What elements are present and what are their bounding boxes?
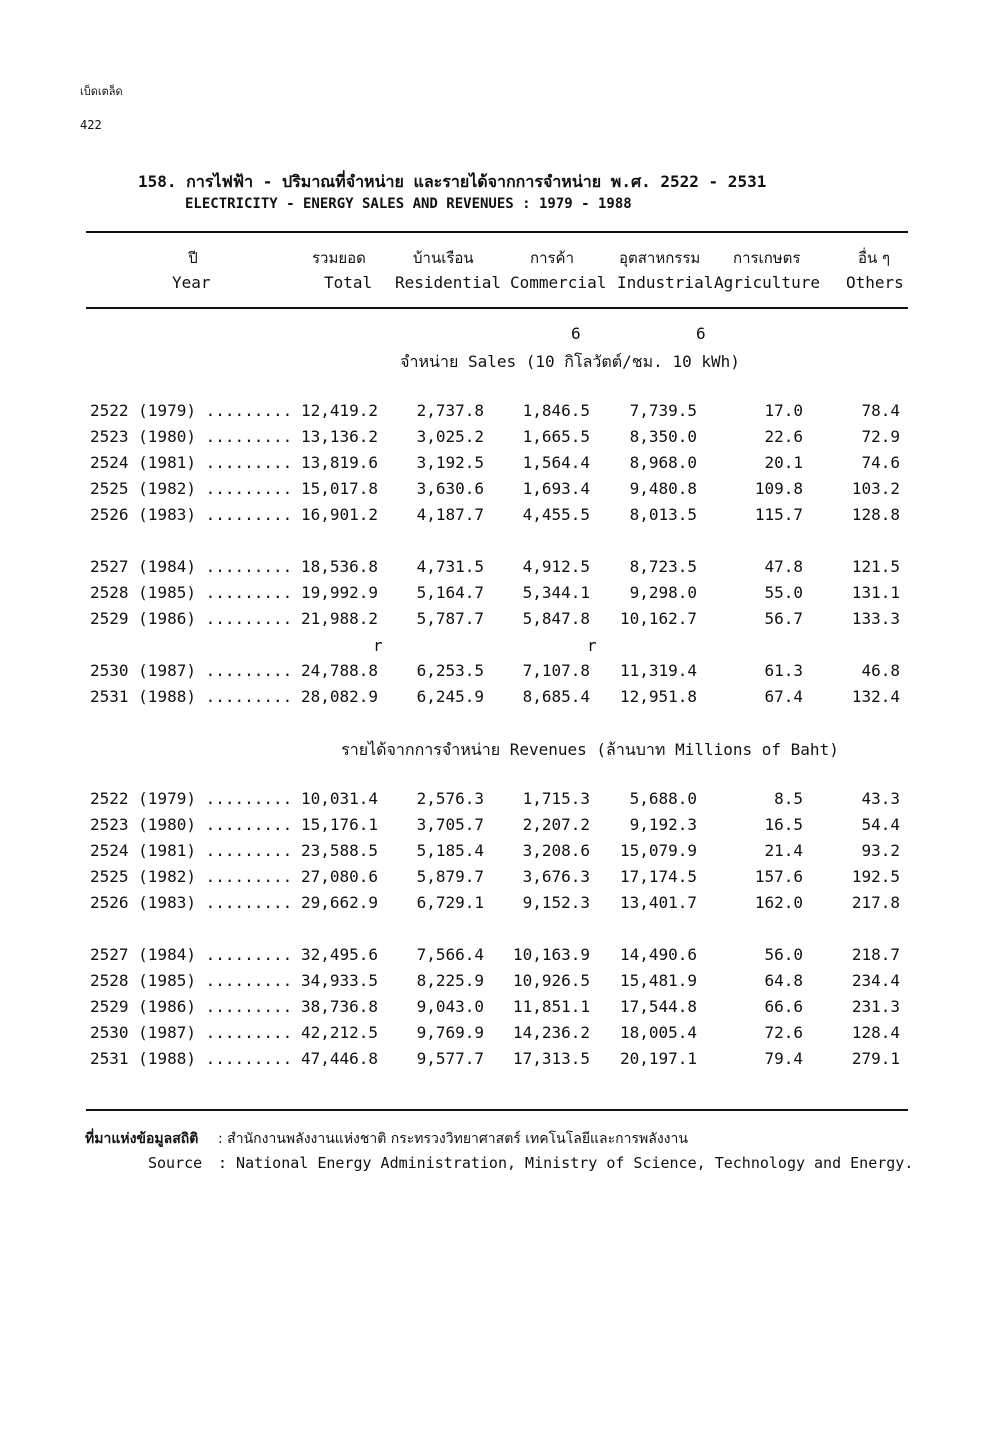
cell-others: 234.4: [851, 971, 900, 990]
cell-commercial: 9,152.3: [522, 893, 590, 912]
sales-revision-mark-total: r: [373, 636, 383, 655]
cell-industrial: 10,162.7: [619, 609, 697, 628]
col-residential-thai: บ้านเรือน: [413, 249, 474, 267]
cell-residential: 4,187.7: [416, 505, 484, 524]
cell-industrial: 18,005.4: [619, 1023, 697, 1042]
col-commercial-thai: การค้า: [530, 249, 575, 267]
cell-residential: 5,879.7: [416, 867, 484, 886]
col-total-thai: รวมยอด: [312, 249, 366, 267]
table-row: [0, 815, 990, 839]
cell-residential: 7,566.4: [416, 945, 484, 964]
col-year-english: Year: [172, 273, 211, 292]
cell-commercial: 1,715.3: [522, 789, 590, 808]
cell-year: 2522 (1979) .........: [90, 401, 293, 420]
cell-year: 2524 (1981) .........: [90, 453, 293, 472]
cell-total: 18,536.8: [300, 557, 378, 576]
cell-residential: 3,192.5: [416, 453, 484, 472]
table-title-thai: 158. การไฟฟ้า - ปริมาณที่จำหน่าย และรายได้จากการจำหน่าย พ.ศ. 2522 - 2531: [138, 172, 767, 191]
cell-year: 2523 (1980) .........: [90, 815, 293, 834]
col-others-thai: อื่น ๆ: [858, 249, 891, 267]
cell-residential: 5,164.7: [416, 583, 484, 602]
cell-others: 131.1: [851, 583, 900, 602]
table-row: [0, 479, 990, 503]
cell-total: 23,588.5: [300, 841, 378, 860]
cell-others: 128.8: [851, 505, 900, 524]
cell-agriculture: 67.4: [764, 687, 803, 706]
cell-total: 28,082.9: [300, 687, 378, 706]
cell-total: 13,819.6: [300, 453, 378, 472]
source-label-english: Source: [148, 1154, 203, 1172]
cell-year: 2526 (1983) .........: [90, 893, 293, 912]
cell-year: 2529 (1986) .........: [90, 609, 293, 628]
cell-others: 192.5: [851, 867, 900, 886]
cell-residential: 2,737.8: [416, 401, 484, 420]
table-row: [0, 997, 990, 1021]
cell-agriculture: 72.6: [764, 1023, 803, 1042]
source-label-thai: ที่มาแห่งข้อมูลสถิติ: [85, 1131, 199, 1147]
source-text-english: : National Energy Administration, Ministry of Science, Technology and Energy.: [218, 1154, 914, 1172]
table-row: [0, 841, 990, 865]
cell-others: 218.7: [851, 945, 900, 964]
cell-year: 2527 (1984) .........: [90, 557, 293, 576]
cell-commercial: 1,665.5: [522, 427, 590, 446]
cell-industrial: 12,951.8: [619, 687, 697, 706]
cell-agriculture: 55.0: [764, 583, 803, 602]
cell-total: 24,788.8: [300, 661, 378, 680]
cell-year: 2524 (1981) .........: [90, 841, 293, 860]
cell-residential: 3,630.6: [416, 479, 484, 498]
cell-residential: 2,576.3: [416, 789, 484, 808]
col-commercial-english: Commercial: [510, 273, 607, 292]
col-others-english: Others: [846, 273, 904, 292]
revenues-section-heading: รายได้จากการจำหน่าย Revenues (ล้านบาท Millions of Baht): [341, 740, 839, 759]
cell-others: 133.3: [851, 609, 900, 628]
cell-total: 19,992.9: [300, 583, 378, 602]
table-row: [0, 609, 990, 633]
cell-residential: 6,729.1: [416, 893, 484, 912]
cell-commercial: 1,693.4: [522, 479, 590, 498]
cell-agriculture: 66.6: [764, 997, 803, 1016]
cell-others: 231.3: [851, 997, 900, 1016]
cell-year: 2525 (1982) .........: [90, 867, 293, 886]
cell-agriculture: 115.7: [754, 505, 803, 524]
cell-commercial: 7,107.8: [522, 661, 590, 680]
col-residential-english: Residential: [395, 273, 501, 292]
cell-industrial: 7,739.5: [629, 401, 697, 420]
cell-others: 72.9: [861, 427, 900, 446]
cell-commercial: 4,455.5: [522, 505, 590, 524]
cell-total: 16,901.2: [300, 505, 378, 524]
cell-residential: 5,787.7: [416, 609, 484, 628]
sales-unit-superscript-2: 6: [696, 324, 706, 343]
cell-year: 2527 (1984) .........: [90, 945, 293, 964]
table-row: [0, 505, 990, 529]
table-row: [0, 401, 990, 425]
table-title-english: ELECTRICITY - ENERGY SALES AND REVENUES : 1979 - 1988: [185, 196, 632, 212]
cell-industrial: 8,350.0: [629, 427, 697, 446]
cell-industrial: 20,197.1: [619, 1049, 697, 1068]
cell-industrial: 15,481.9: [619, 971, 697, 990]
header-bottom-rule: [86, 307, 908, 309]
cell-residential: 9,769.9: [416, 1023, 484, 1042]
cell-others: 121.5: [851, 557, 900, 576]
table-row: [0, 1023, 990, 1047]
cell-year: 2526 (1983) .........: [90, 505, 293, 524]
cell-agriculture: 47.8: [764, 557, 803, 576]
cell-agriculture: 109.8: [754, 479, 803, 498]
cell-total: 10,031.4: [300, 789, 378, 808]
cell-total: 34,933.5: [300, 971, 378, 990]
sales-section-heading: จำหน่าย Sales (10 กิโลวัตต์/ชม. 10 kWh): [400, 352, 740, 371]
cell-total: 13,136.2: [300, 427, 378, 446]
sales-unit-superscript-1: 6: [571, 324, 581, 343]
cell-year: 2528 (1985) .........: [90, 583, 293, 602]
cell-others: 46.8: [861, 661, 900, 680]
cell-others: 279.1: [851, 1049, 900, 1068]
cell-commercial: 11,851.1: [512, 997, 590, 1016]
cell-agriculture: 64.8: [764, 971, 803, 990]
cell-industrial: 5,688.0: [629, 789, 697, 808]
cell-year: 2531 (1988) .........: [90, 1049, 293, 1068]
cell-residential: 6,245.9: [416, 687, 484, 706]
col-agriculture-english: Agriculture: [714, 273, 820, 292]
cell-industrial: 9,298.0: [629, 583, 697, 602]
cell-year: 2522 (1979) .........: [90, 789, 293, 808]
sales-revision-mark-commercial: r: [587, 636, 597, 655]
cell-commercial: 3,208.6: [522, 841, 590, 860]
cell-agriculture: 56.0: [764, 945, 803, 964]
cell-total: 32,495.6: [300, 945, 378, 964]
cell-industrial: 13,401.7: [619, 893, 697, 912]
running-head: เบ็ดเตล็ด: [80, 85, 123, 98]
cell-commercial: 1,564.4: [522, 453, 590, 472]
page-number: 422: [80, 118, 102, 132]
cell-total: 15,017.8: [300, 479, 378, 498]
cell-agriculture: 16.5: [764, 815, 803, 834]
cell-year: 2525 (1982) .........: [90, 479, 293, 498]
table-row: [0, 661, 990, 685]
cell-commercial: 5,344.1: [522, 583, 590, 602]
cell-residential: 8,225.9: [416, 971, 484, 990]
cell-others: 43.3: [861, 789, 900, 808]
cell-agriculture: 21.4: [764, 841, 803, 860]
cell-commercial: 10,926.5: [512, 971, 590, 990]
table-row: [0, 971, 990, 995]
cell-year: 2530 (1987) .........: [90, 661, 293, 680]
table-row: [0, 427, 990, 451]
cell-industrial: 8,723.5: [629, 557, 697, 576]
cell-agriculture: 79.4: [764, 1049, 803, 1068]
cell-agriculture: 61.3: [764, 661, 803, 680]
cell-agriculture: 157.6: [754, 867, 803, 886]
cell-commercial: 14,236.2: [512, 1023, 590, 1042]
cell-residential: 5,185.4: [416, 841, 484, 860]
cell-agriculture: 17.0: [764, 401, 803, 420]
table-row: [0, 453, 990, 477]
table-row: [0, 583, 990, 607]
col-agriculture-thai: การเกษตร: [733, 249, 801, 267]
cell-total: 12,419.2: [300, 401, 378, 420]
cell-commercial: 5,847.8: [522, 609, 590, 628]
cell-industrial: 17,174.5: [619, 867, 697, 886]
cell-total: 29,662.9: [300, 893, 378, 912]
cell-residential: 4,731.5: [416, 557, 484, 576]
cell-commercial: 1,846.5: [522, 401, 590, 420]
cell-others: 132.4: [851, 687, 900, 706]
cell-total: 42,212.5: [300, 1023, 378, 1042]
cell-commercial: 4,912.5: [522, 557, 590, 576]
cell-industrial: 14,490.6: [619, 945, 697, 964]
cell-others: 103.2: [851, 479, 900, 498]
cell-others: 128.4: [851, 1023, 900, 1042]
cell-commercial: 17,313.5: [512, 1049, 590, 1068]
cell-total: 38,736.8: [300, 997, 378, 1016]
cell-others: 74.6: [861, 453, 900, 472]
header-top-rule: [86, 231, 908, 233]
source-text-thai: : สำนักงานพลังงานแห่งชาติ กระทรวงวิทยาศาสตร์ เทคโนโลยีและการพลังงาน: [218, 1131, 688, 1147]
col-year-thai: ปี: [188, 249, 198, 267]
cell-commercial: 2,207.2: [522, 815, 590, 834]
cell-commercial: 3,676.3: [522, 867, 590, 886]
cell-commercial: 8,685.4: [522, 687, 590, 706]
col-industrial-english: Industrial: [617, 273, 714, 292]
table-row: [0, 945, 990, 969]
cell-others: 78.4: [861, 401, 900, 420]
cell-year: 2531 (1988) .........: [90, 687, 293, 706]
cell-residential: 9,577.7: [416, 1049, 484, 1068]
cell-industrial: 8,013.5: [629, 505, 697, 524]
cell-others: 54.4: [861, 815, 900, 834]
cell-others: 217.8: [851, 893, 900, 912]
col-total-english: Total: [324, 273, 373, 292]
cell-industrial: 11,319.4: [619, 661, 697, 680]
cell-residential: 6,253.5: [416, 661, 484, 680]
cell-total: 47,446.8: [300, 1049, 378, 1068]
cell-industrial: 17,544.8: [619, 997, 697, 1016]
cell-year: 2530 (1987) .........: [90, 1023, 293, 1042]
cell-year: 2529 (1986) .........: [90, 997, 293, 1016]
cell-total: 21,988.2: [300, 609, 378, 628]
cell-residential: 3,025.2: [416, 427, 484, 446]
cell-agriculture: 8.5: [774, 789, 803, 808]
cell-industrial: 8,968.0: [629, 453, 697, 472]
cell-industrial: 9,480.8: [629, 479, 697, 498]
cell-total: 27,080.6: [300, 867, 378, 886]
table-row: [0, 893, 990, 917]
table-row: [0, 867, 990, 891]
table-row: [0, 557, 990, 581]
cell-total: 15,176.1: [300, 815, 378, 834]
cell-year: 2528 (1985) .........: [90, 971, 293, 990]
cell-residential: 3,705.7: [416, 815, 484, 834]
table-row: [0, 789, 990, 813]
footer-rule: [86, 1109, 908, 1111]
cell-residential: 9,043.0: [416, 997, 484, 1016]
table-row: [0, 1049, 990, 1073]
cell-industrial: 9,192.3: [629, 815, 697, 834]
cell-agriculture: 56.7: [764, 609, 803, 628]
cell-agriculture: 162.0: [754, 893, 803, 912]
table-row: [0, 687, 990, 711]
cell-agriculture: 22.6: [764, 427, 803, 446]
col-industrial-thai: อุตสาหกรรม: [619, 249, 701, 267]
cell-industrial: 15,079.9: [619, 841, 697, 860]
cell-year: 2523 (1980) .........: [90, 427, 293, 446]
cell-commercial: 10,163.9: [512, 945, 590, 964]
cell-others: 93.2: [861, 841, 900, 860]
cell-agriculture: 20.1: [764, 453, 803, 472]
